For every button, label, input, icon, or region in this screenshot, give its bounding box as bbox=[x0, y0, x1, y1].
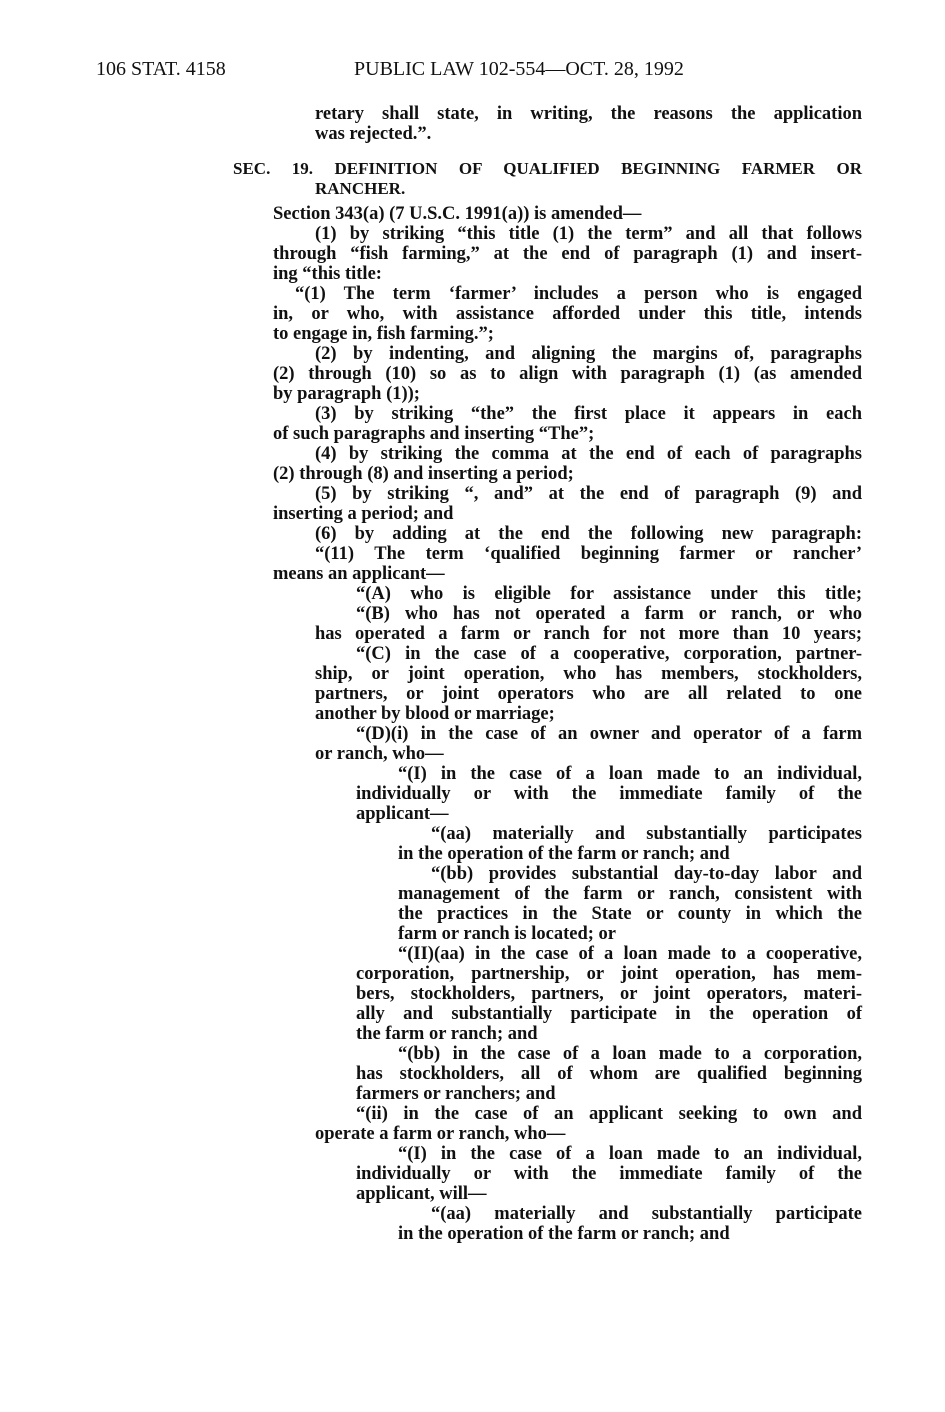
text-line: in the operation of the farm or ranch; and bbox=[398, 1224, 730, 1244]
text-line: to engage in, fish farming.”; bbox=[273, 324, 494, 344]
text-line: ship, or joint operation, who has members, stockholders, bbox=[315, 664, 862, 684]
text-line: the practices in the State or county in which the bbox=[398, 904, 862, 924]
text-line: farmers or ranchers; and bbox=[356, 1084, 556, 1104]
text-line: by paragraph (1)); bbox=[273, 384, 420, 404]
text-line: in the operation of the farm or ranch; and bbox=[398, 844, 730, 864]
section-heading: SEC. 19. DEFINITION OF QUALIFIED BEGINNING FARMER OR bbox=[233, 159, 862, 178]
text-line: “(II)(aa) in the case of a loan made to a cooperative, bbox=[398, 944, 862, 964]
text-line: retary shall state, in writing, the reasons the application bbox=[315, 104, 862, 124]
text-line: “(bb) provides substantial day-to-day labor and bbox=[431, 864, 862, 884]
text-line: of such paragraphs and inserting “The”; bbox=[273, 424, 595, 444]
text-line: management of the farm or ranch, consistent with bbox=[398, 884, 862, 904]
text-line: “(aa) materially and substantially participate bbox=[431, 1204, 862, 1224]
text-line: has stockholders, all of whom are qualified beginning bbox=[356, 1064, 862, 1084]
text-line: “(B) who has not operated a farm or ranch, or who bbox=[356, 604, 862, 624]
section-heading-continued: RANCHER. bbox=[315, 179, 406, 198]
text-line: was rejected.”. bbox=[315, 124, 432, 144]
text-line: corporation, partnership, or joint operation, has mem- bbox=[356, 964, 862, 984]
text-line: (2) through (10) so as to align with paragraph (1) (as amended bbox=[273, 364, 862, 384]
text-line: has operated a farm or ranch for not more than 10 years; bbox=[315, 624, 862, 644]
text-line: (4) by striking the comma at the end of each of paragraphs bbox=[315, 444, 862, 464]
text-line: “(D)(i) in the case of an owner and operator of a farm bbox=[356, 724, 862, 744]
text-line: “(I) in the case of a loan made to an individual, bbox=[398, 764, 862, 784]
text-line: (1) by striking “this title (1) the term” and all that follows bbox=[315, 224, 862, 244]
text-line: another by blood or marriage; bbox=[315, 704, 555, 724]
text-line: (5) by striking “, and” at the end of paragraph (9) and bbox=[315, 484, 862, 504]
text-line: through “fish farming,” at the end of paragraph (1) and insert- bbox=[273, 244, 862, 264]
text-line: (2) by indenting, and aligning the margins of, paragraphs bbox=[315, 344, 862, 364]
text-line: “(bb) in the case of a loan made to a corporation, bbox=[398, 1044, 862, 1064]
text-line: operate a farm or ranch, who— bbox=[315, 1124, 566, 1144]
text-line: ally and substantially participate in the operation of bbox=[356, 1004, 862, 1024]
text-line: “(11) The term ‘qualified beginning farmer or rancher’ bbox=[315, 544, 862, 564]
text-line: means an applicant— bbox=[273, 564, 445, 584]
text-line: “(ii) in the case of an applicant seeking to own and bbox=[356, 1104, 862, 1124]
text-line: “(I) in the case of a loan made to an individual, bbox=[398, 1144, 862, 1164]
text-line: individually or with the immediate family of the bbox=[356, 1164, 862, 1184]
text-line: individually or with the immediate family of the bbox=[356, 784, 862, 804]
public-law-citation: PUBLIC LAW 102-554—OCT. 28, 1992 bbox=[354, 58, 684, 80]
text-line: partners, or joint operators who are all related to one bbox=[315, 684, 862, 704]
text-line: “(aa) materially and substantially participates bbox=[431, 824, 862, 844]
text-line: (6) by adding at the end the following new paragraph: bbox=[315, 524, 862, 544]
text-line: (3) by striking “the” the first place it appears in each bbox=[315, 404, 862, 424]
text-line: inserting a period; and bbox=[273, 504, 454, 524]
text-line: applicant— bbox=[356, 804, 449, 824]
text-line: “(1) The term ‘farmer’ includes a person who is engaged bbox=[295, 284, 862, 304]
stat-citation: 106 STAT. 4158 bbox=[96, 58, 226, 80]
text-line: ing “this title: bbox=[273, 264, 382, 284]
text-line: applicant, will— bbox=[356, 1184, 487, 1204]
page-header bbox=[96, 58, 866, 86]
text-line: in, or who, with assistance afforded under this title, intends bbox=[273, 304, 862, 324]
text-line: “(C) in the case of a cooperative, corporation, partner- bbox=[356, 644, 862, 664]
text-line: Section 343(a) (7 U.S.C. 1991(a)) is amended— bbox=[273, 204, 642, 224]
text-line: or ranch, who— bbox=[315, 744, 444, 764]
text-line: bers, stockholders, partners, or joint operators, materi- bbox=[356, 984, 862, 1004]
text-line: (2) through (8) and inserting a period; bbox=[273, 464, 574, 484]
text-line: farm or ranch is located; or bbox=[398, 924, 617, 944]
text-line: the farm or ranch; and bbox=[356, 1024, 538, 1044]
text-line: “(A) who is eligible for assistance under this title; bbox=[356, 584, 862, 604]
